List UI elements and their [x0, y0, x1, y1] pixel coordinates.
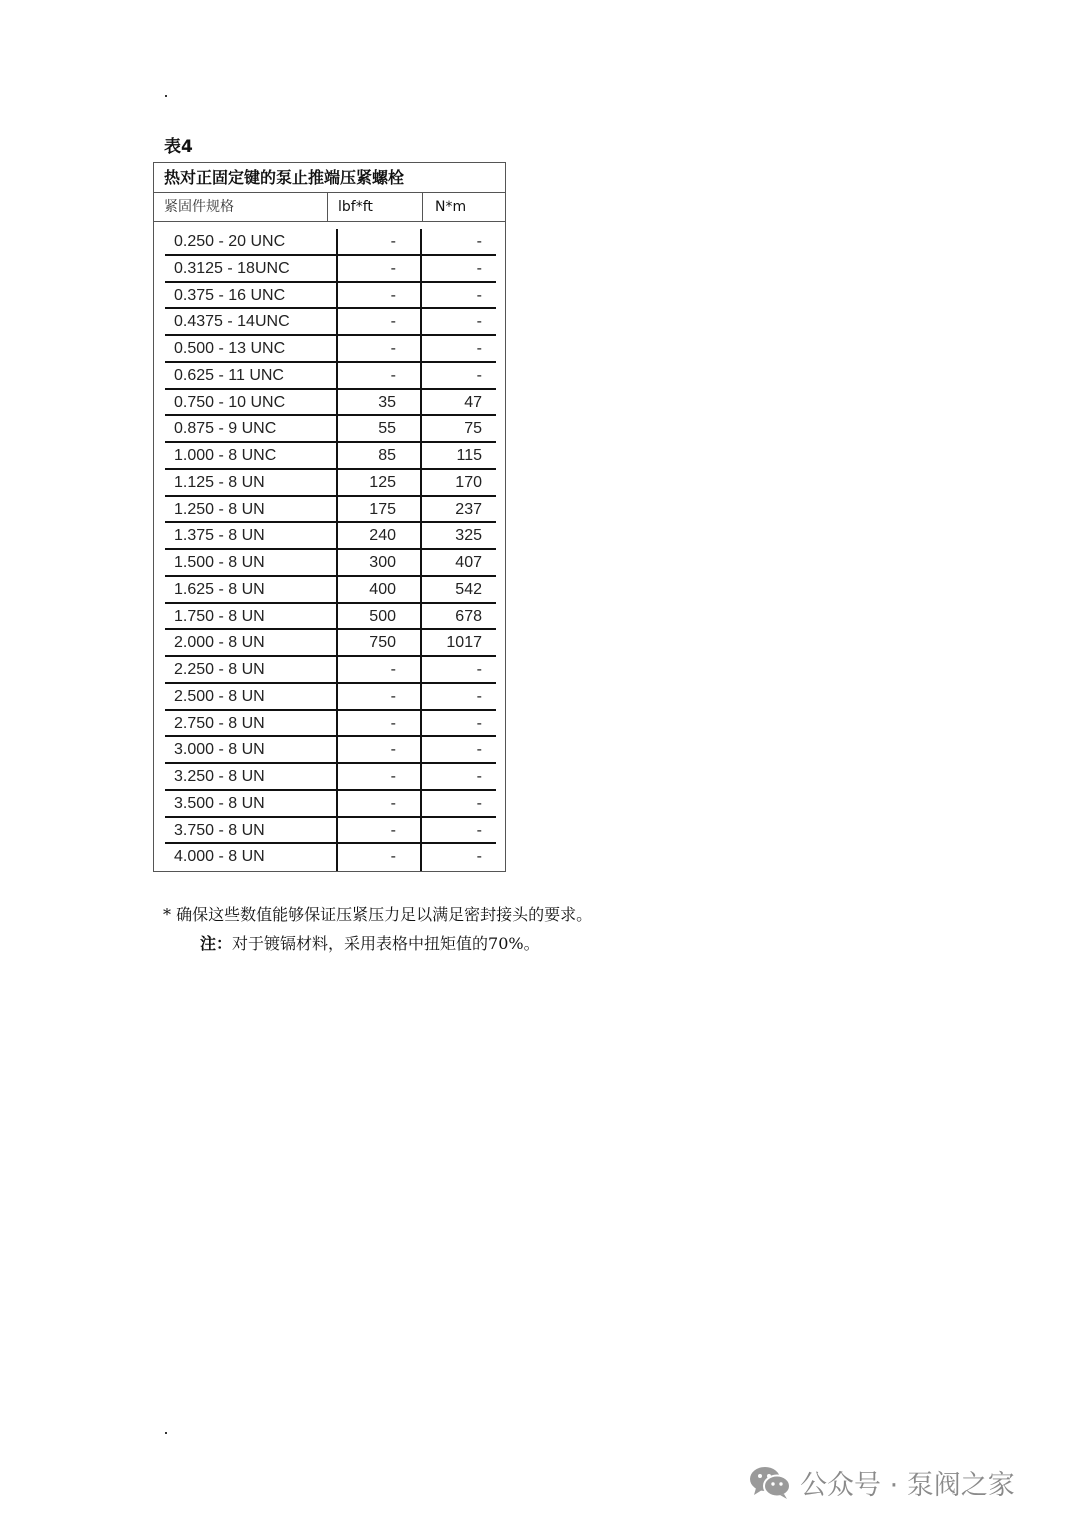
cell-n-m: 47 [420, 390, 496, 417]
note-label: 注： [200, 934, 233, 953]
header-lbf-ft: lbf*ft [327, 193, 422, 221]
cell-lbf-ft: - [336, 818, 420, 845]
cell-n-m: 678 [420, 604, 496, 631]
table-row [165, 630, 496, 657]
table-body [165, 229, 496, 871]
cell-n-m: 170 [420, 470, 496, 497]
cell-lbf-ft: 35 [336, 390, 420, 417]
page-dot-top [165, 95, 167, 97]
cell-lbf-ft: 500 [336, 604, 420, 631]
note-text: 对于镀镉材料，采用表格中扭矩值的70%。 [232, 934, 540, 953]
cell-fastener-spec: 0.375 - 16 UNC [174, 286, 286, 304]
table-header-row [154, 193, 505, 222]
wechat-icon [748, 1464, 792, 1500]
cell-n-m: 75 [420, 416, 496, 443]
table-row [165, 390, 496, 417]
table-row [165, 363, 496, 390]
cell-n-m: 115 [420, 443, 496, 470]
table-row [165, 604, 496, 631]
cell-n-m: - [420, 711, 496, 738]
cell-lbf-ft: 55 [336, 416, 420, 443]
table-row [165, 737, 496, 764]
cell-n-m: - [420, 657, 496, 684]
cell-fastener-spec: 2.500 - 8 UN [174, 687, 265, 705]
cell-lbf-ft: - [336, 657, 420, 684]
cell-fastener-spec: 1.750 - 8 UN [174, 607, 265, 625]
watermark [748, 1462, 1015, 1502]
cell-n-m: - [420, 684, 496, 711]
table-row [165, 283, 496, 310]
table-label: 表4 [164, 137, 193, 157]
table-row [165, 256, 496, 283]
header-n-m: N*m [422, 193, 505, 221]
cell-fastener-spec: 0.250 - 20 UNC [174, 233, 286, 250]
cell-fastener-spec: 0.625 - 11 UNC [174, 366, 284, 384]
cell-fastener-spec: 2.750 - 8 UN [174, 714, 265, 732]
cell-fastener-spec: 3.750 - 8 UN [174, 821, 265, 839]
cell-fastener-spec: 1.000 - 8 UNC [174, 447, 277, 464]
cell-lbf-ft: 300 [336, 550, 420, 577]
cell-fastener-spec: 0.4375 - 14UNC [174, 313, 290, 331]
table-row [165, 443, 496, 470]
cell-lbf-ft: 750 [336, 630, 420, 657]
cell-n-m: - [420, 791, 496, 818]
cell-n-m: 407 [420, 550, 496, 577]
cell-lbf-ft: - [336, 684, 420, 711]
cell-lbf-ft: - [336, 844, 420, 871]
cell-fastener-spec: 0.500 - 13 UNC [174, 340, 286, 357]
cell-lbf-ft: - [336, 363, 420, 390]
cell-fastener-spec: 2.250 - 8 UN [174, 661, 265, 678]
cell-n-m: - [420, 309, 496, 336]
watermark-text: 公众号 · 泵阀之家 [800, 1469, 1015, 1501]
cell-fastener-spec: 2.000 - 8 UN [174, 634, 265, 652]
cell-fastener-spec: 1.375 - 8 UN [174, 527, 265, 545]
note-requirement: * 确保这些数值能够保证压紧压力足以满足密封接头的要求。 [163, 905, 593, 924]
table-title: 热对正固定键的泵止推端压紧螺栓 [154, 163, 505, 193]
cell-n-m: 542 [420, 577, 496, 604]
table-row [165, 550, 496, 577]
cell-lbf-ft: - [336, 283, 420, 310]
table-row [165, 497, 496, 524]
cell-lbf-ft: 240 [336, 523, 420, 550]
table-row [165, 229, 496, 256]
table-row [165, 711, 496, 738]
cell-n-m: - [420, 737, 496, 764]
table-row [165, 309, 496, 336]
cell-n-m: - [420, 256, 496, 283]
cell-fastener-spec: 1.125 - 8 UN [174, 473, 265, 491]
cell-n-m: 237 [420, 497, 496, 524]
cell-fastener-spec: 0.3125 - 18UNC [174, 259, 290, 277]
cell-fastener-spec: 3.000 - 8 UN [174, 741, 265, 759]
table-row [165, 577, 496, 604]
cell-n-m: - [420, 844, 496, 871]
cell-n-m: - [420, 283, 496, 310]
cell-fastener-spec: 1.500 - 8 UN [174, 554, 265, 571]
cell-fastener-spec: 3.250 - 8 UN [174, 768, 265, 785]
cell-lbf-ft: - [336, 336, 420, 363]
cell-fastener-spec: 0.750 - 10 UNC [174, 393, 286, 411]
cell-fastener-spec: 1.625 - 8 UN [174, 580, 265, 598]
page-dot-bottom [165, 1432, 167, 1434]
cell-n-m: - [420, 818, 496, 845]
cell-n-m: 1017 [420, 630, 496, 657]
torque-table [153, 162, 506, 872]
table-row [165, 470, 496, 497]
table-row [165, 818, 496, 845]
table-row [165, 416, 496, 443]
table-row [165, 657, 496, 684]
cell-lbf-ft: - [336, 737, 420, 764]
cell-n-m: - [420, 764, 496, 791]
table-row [165, 523, 496, 550]
cell-fastener-spec: 3.500 - 8 UN [174, 794, 265, 812]
cell-lbf-ft: 175 [336, 497, 420, 524]
note-cadmium [200, 933, 540, 955]
cell-lbf-ft: - [336, 229, 420, 256]
cell-lbf-ft: - [336, 711, 420, 738]
cell-n-m: - [420, 336, 496, 363]
cell-fastener-spec: 1.250 - 8 UN [174, 500, 265, 518]
cell-lbf-ft: 85 [336, 443, 420, 470]
cell-lbf-ft: - [336, 309, 420, 336]
table-row [165, 764, 496, 791]
cell-n-m: - [420, 229, 496, 256]
cell-lbf-ft: - [336, 256, 420, 283]
table-row [165, 684, 496, 711]
cell-fastener-spec: 0.875 - 9 UNC [174, 420, 277, 438]
table-row [165, 791, 496, 818]
cell-lbf-ft: - [336, 764, 420, 791]
cell-fastener-spec: 4.000 - 8 UN [174, 848, 265, 866]
cell-lbf-ft: 400 [336, 577, 420, 604]
cell-lbf-ft: - [336, 791, 420, 818]
table-row [165, 336, 496, 363]
table-row [165, 844, 496, 871]
cell-lbf-ft: 125 [336, 470, 420, 497]
cell-n-m: 325 [420, 523, 496, 550]
header-fastener-spec: 紧固件规格 [164, 199, 234, 215]
cell-n-m: - [420, 363, 496, 390]
